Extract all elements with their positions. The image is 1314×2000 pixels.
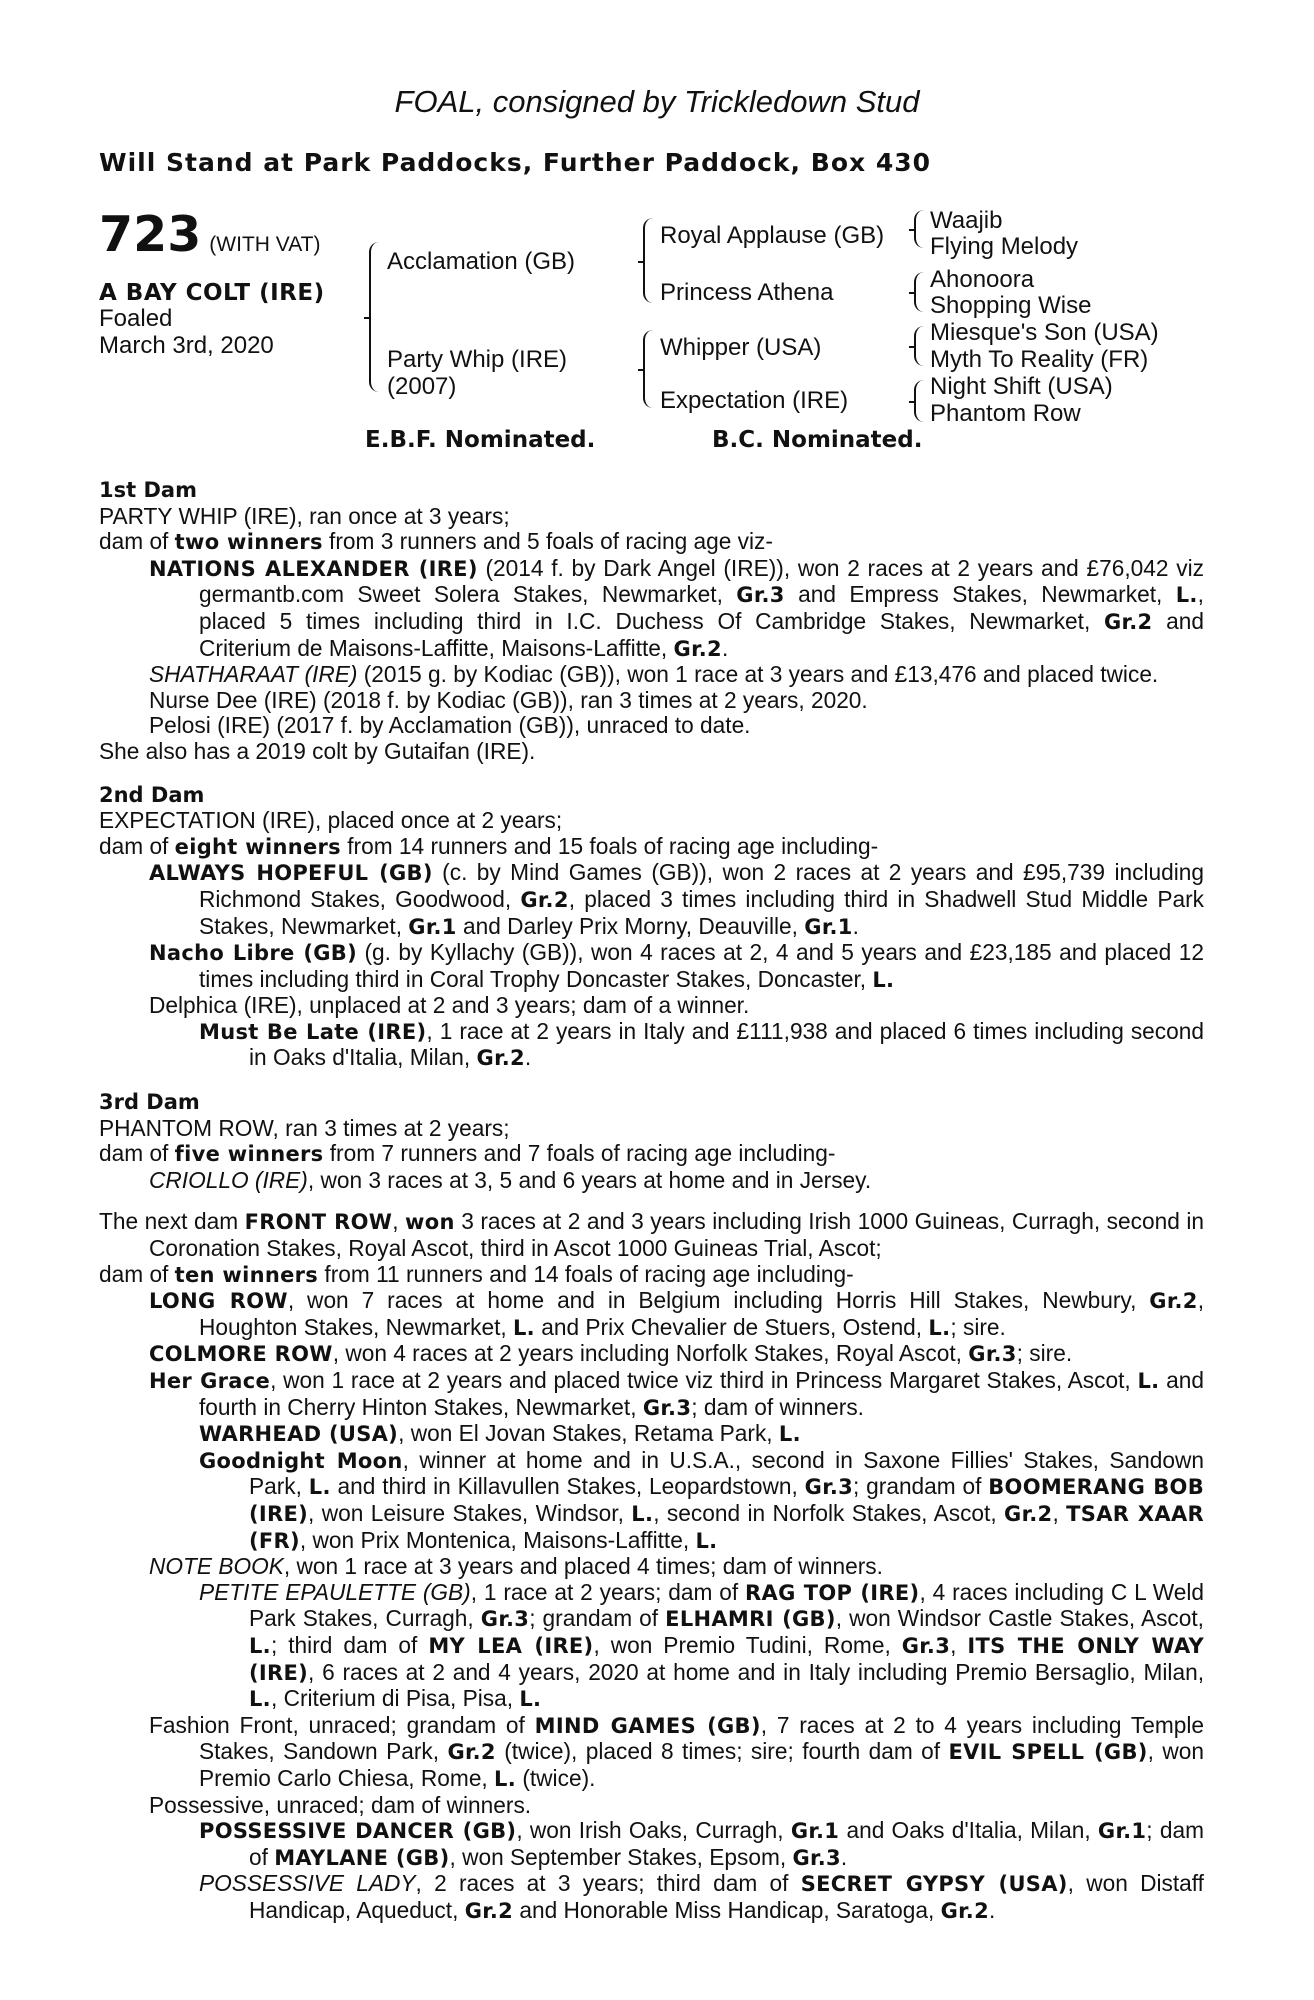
produce-entry: Delphica (IRE), unplaced at 2 and 3 years; dam of a winner. [149,992,750,1019]
pedigree-sdd: Shopping Wise [930,292,1092,319]
pedigree-brace-sire [643,218,655,303]
pedigree-brace-dam [643,330,655,408]
horse-name: POSSESSIVE DANCER (GB) [199,1819,517,1844]
produce-entry: POSSESSIVE LADY, 2 races at 3 years; third dam of SECRET GYPSY (USA), won Distaff Handicap, Aqueduct, Gr.2 and Honorable Miss Handicap, Saratoga, Gr.2. [199,1870,1204,1923]
horse-name: SHATHARAAT (IRE) [149,661,358,688]
pedigree-dam-sire: Whipper (USA) [660,334,822,361]
produce-entry: Must Be Late (IRE), 1 race at 2 years in Italy and £111,938 and placed 6 times including second in Oaks d'Italia, Milan, Gr.2. [199,1017,1204,1071]
produce-entry: Nacho Libre (GB) (g. by Kyllachy (GB)), won 4 races at 2, 4 and 5 years and £23,185 and placed 12 times including third in Coral Trophy Doncaster Stakes, Doncaster, L. [149,939,1204,992]
lot-title: A BAY COLT (IRE) [99,280,325,306]
produce-entry: Fashion Front, unraced; grandam of MIND GAMES (GB), 7 races at 2 to 4 years including Temple Stakes, Sandown Park, Gr.2 (twice), placed 8 times; sire; fourth dam of EVIL SPELL (GB), won Premio Carlo Chiesa, Rome, L. (twice). [149,1711,1204,1791]
horse-name: LONG ROW [149,1289,288,1314]
third-dam-heading: 3rd Dam [99,1090,200,1115]
bc-nomination: B.C. Nominated. [712,427,923,453]
pedigree-dss: Miesque's Son (USA) [930,319,1159,346]
first-dam-intro: PARTY WHIP (IRE), ran once at 3 years; [99,502,510,529]
produce-entry: COLMORE ROW, won 4 races at 2 years including Norfolk Stakes, Royal Ascot, Gr.3; sire. [149,1340,1073,1367]
horse-name: ALWAYS HOPEFUL (GB) [149,861,433,886]
pedigree-dam: Party Whip (IRE) [387,346,568,373]
horse-name: COLMORE ROW [149,1342,333,1367]
produce-entry: NOTE BOOK, won 1 race at 3 years and placed 4 times; dam of winners. [149,1553,883,1580]
stand-location: Will Stand at Park Paddocks, Further Paddock, Box 430 [99,148,932,177]
foaled-label: Foaled [99,305,173,332]
pedigree-brace-dd [914,380,924,422]
pedigree-ddd: Phantom Row [930,400,1081,427]
produce-entry: Pelosi (IRE) (2017 f. by Acclamation (GB)), unraced to date. [149,712,751,739]
foaled-date: March 3rd, 2020 [99,332,274,359]
dam-line-body [99,478,1204,1924]
ebf-nomination: E.B.F. Nominated. [365,427,596,453]
second-dam-heading: 2nd Dam [99,782,205,807]
pedigree-sire: Acclamation (GB) [387,248,576,275]
second-dam-intro: EXPECTATION (IRE), placed once at 2 years; [99,807,563,834]
vat-note: (WITH VAT) [209,233,321,256]
pedigree-ssd: Flying Melody [930,233,1079,260]
produce-entry: ALWAYS HOPEFUL (GB) (c. by Mind Games (GB)), won 2 races at 2 years and £95,739 including Richmond Stakes, Goodwood, Gr.2, placed 3 times including third in Shadwell Stud Middle Park Stakes, Newmarket, Gr.1 and Darley Prix Morny, Deauville, Gr.1. [149,859,1204,939]
produce-entry: PETITE EPAULETTE (GB), 1 race at 2 years; dam of RAG TOP (IRE), 4 races including C L Weld Park Stakes, Curragh, Gr.3; grandam of ELHAMRI (GB), won Windsor Castle Stakes, Ascot, L.; third dam of MY LEA (IRE), won Premio Tudini, Rome, Gr.3, ITS THE ONLY WAY (IRE), 6 races at 2 and 4 years, 2020 at home and in Italy including Premio Bersaglio, Milan, L., Criterium di Pisa, Pisa, L. [199,1578,1204,1712]
horse-name: POSSESSIVE LADY [199,1870,416,1897]
pedigree-dam-year: (2007) [387,373,457,400]
foaled-info [99,305,274,359]
horse-name: Her Grace [149,1369,271,1393]
pedigree-sire-sire: Royal Applause (GB) [660,222,885,249]
horse-name: PETITE EPAULETTE (GB) [199,1578,471,1605]
produce-entry: SHATHARAAT (IRE) (2015 g. by Kodiac (GB)), won 1 race at 3 years and £13,476 and placed twice. [149,661,1159,688]
third-dam-intro: PHANTOM ROW, ran 3 times at 2 years; [99,1114,510,1141]
pedigree-dsd: Myth To Reality (FR) [930,346,1149,373]
next-dam-intro: The next dam FRONT ROW, won 3 races at 2 and 3 years including Irish 1000 Guineas, Curragh, second in Coronation Stakes, Royal Ascot, third in Ascot 1000 Guineas Trial, Ascot; [99,1208,1204,1262]
third-dam-produce-summary: dam of five winners from 7 runners and 7 foals of racing age including- [99,1140,836,1167]
horse-name: NOTE BOOK [149,1553,284,1580]
first-dam-produce-summary: dam of two winners from 3 runners and 5 foals of racing age viz- [99,528,773,555]
second-dam-produce-summary: dam of eight winners from 14 runners and 15 foals of racing age including- [99,832,879,859]
pedigree-sds: Ahonoora [930,266,1035,293]
pedigree-brace-ds [914,326,924,366]
produce-entry: POSSESSIVE DANCER (GB), won Irish Oaks, Curragh, Gr.1 and Oaks d'Italia, Milan, Gr.1; dam of MAYLANE (GB), won September Stakes, Epsom, Gr.3. [199,1817,1204,1870]
first-dam-heading: 1st Dam [99,478,197,502]
horse-name: WARHEAD (USA) [199,1422,399,1447]
horse-name: Must Be Late (IRE) [199,1019,427,1044]
pedigree-sire-dam: Princess Athena [660,279,834,306]
horse-name: Nacho Libre (GB) [149,941,357,966]
produce-entry: WARHEAD (USA), won El Jovan Stakes, Retama Park, L. [199,1420,801,1447]
lot-number: 723 [99,206,202,263]
pedigree-brace-ss [914,210,924,248]
horse-name: Goodnight Moon [199,1448,403,1473]
produce-entry: Her Grace, won 1 race at 2 years and placed twice viz third in Princess Margaret Stakes, Ascot, L. and fourth in Cherry Hinton Stakes, Newmarket, Gr.3; dam of winners. [149,1367,1204,1420]
produce-entry: Possessive, unraced; dam of winners. [149,1791,532,1818]
next-dam-produce-summary: dam of ten winners from 11 runners and 14 foals of racing age including- [99,1260,854,1287]
horse-name: NATIONS ALEXANDER (IRE) [149,556,478,581]
produce-entry: Goodnight Moon, winner at home and in U.S.A., second in Saxone Fillies' Stakes, Sandown Park, L. and third in Killavullen Stakes, Leopardstown, Gr.3; grandam of BOOMERANG BOB (IRE), won Leisure Stakes, Windsor, L., second in Norfolk Stakes, Ascot, Gr.2, TSAR XAAR (FR), won Prix Montenica, Maisons-Laffitte, L. [199,1446,1204,1553]
produce-entry: LONG ROW, won 7 races at home and in Belgium including Horris Hill Stakes, Newbury, Gr.2, Houghton Stakes, Newmarket, L. and Prix Chevalier de Stuers, Ostend, L.; sire. [149,1287,1204,1340]
consignment-line: FOAL, consigned by Trickledown Stud [394,84,920,119]
pedigree-sss: Waajib [930,207,1003,234]
horse-name: CRIOLLO (IRE) [149,1166,308,1193]
pedigree-dds: Night Shift (USA) [930,373,1113,400]
pedigree-dam-dam: Expectation (IRE) [660,387,849,414]
pedigree-brace-sd [914,272,924,312]
produce-entry: NATIONS ALEXANDER (IRE) (2014 f. by Dark Angel (IRE)), won 2 races at 2 years and £76,042 viz germantb.com Sweet Solera Stakes, Newmarket, Gr.3 and Empress Stakes, Newmarket, L., placed 5 times including third in I.C. Duchess Of Cambridge Stakes, Newmarket, Gr.2 and Criterium de Maisons-Laffitte, Maisons-Laffitte, Gr.2. [149,554,1204,661]
lot-header [99,206,321,263]
first-dam-also: She also has a 2019 colt by Gutaifan (IRE). [99,737,536,764]
produce-entry: Nurse Dee (IRE) (2018 f. by Kodiac (GB)), ran 3 times at 2 years, 2020. [149,686,868,713]
produce-entry: CRIOLLO (IRE), won 3 races at 3, 5 and 6 years at home and in Jersey. [149,1166,872,1193]
pedigree-brace-main [369,242,381,392]
